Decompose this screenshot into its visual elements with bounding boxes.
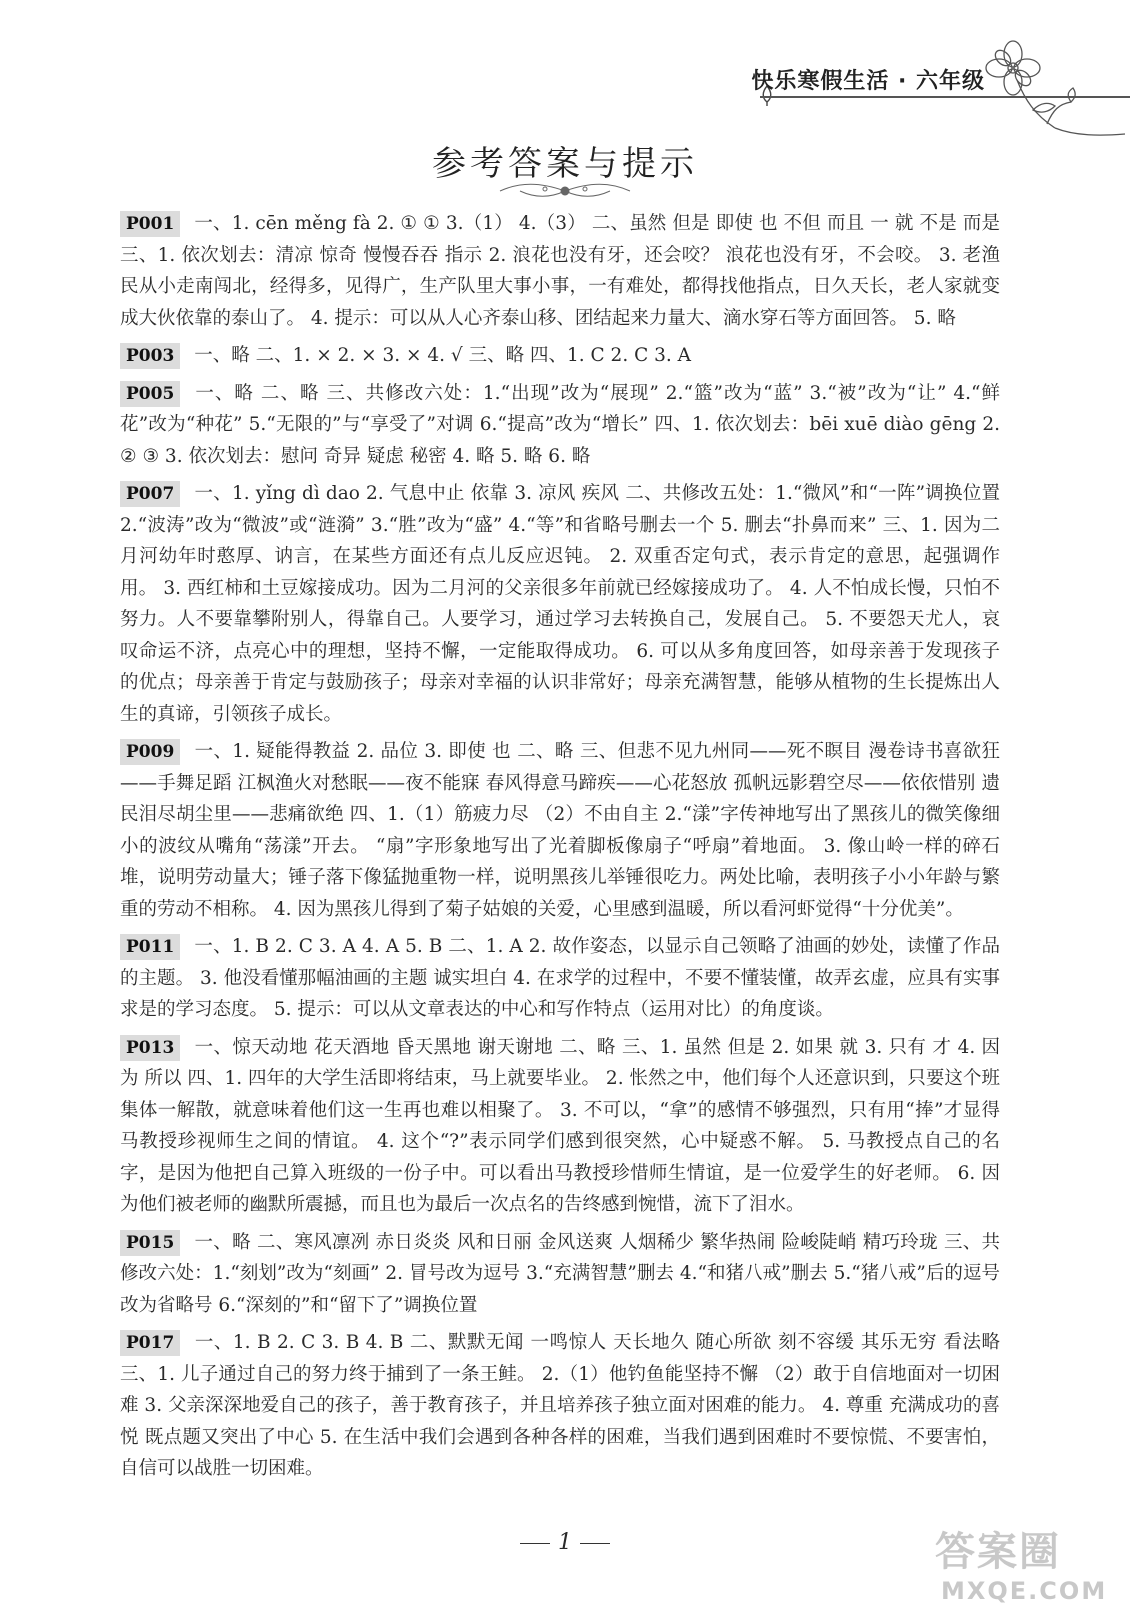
answer-text: 一、1. cēn měng fà 2. ① ① 3.（1） 4.（3） 二、虽然 但是 即使 也 不但 而且 一 就 不是 而是 三、1. 依次划去：清凉 惊奇 慢慢吞吞 指示 2. 浪花也没有牙，还会咬？ 浪花也没有牙，不会咬。 3. 老渔民从小走南闯北，经得多，见得广，生产队里大事小事，一有难处，都得找他指点，日久天长，老人家就变成大伙依靠的泰山了。 4. 提示：可以从人心齐泰山移、团结起来力量大、滴水穿石等方面回答。 5. 略 [120,213,1000,329]
answer-entry-p011 [120,931,1000,1026]
answer-entry-p001 [120,208,1000,334]
ornament-icon [490,180,640,202]
page-tag: P005 [120,381,180,407]
page-title: 参考答案与提示 [432,144,698,184]
page-header [0,0,1130,120]
header-title: 快乐寒假生活 · 六年级 [751,69,985,94]
page-tag: P009 [120,739,180,765]
answer-entry-p005 [120,378,1000,473]
answer-text: 一、1. B 2. C 3. A 4. A 5. B 二、1. A 2. 故作姿态，以显示自己领略了油画的妙处，读懂了作品的主题。 3. 他没看懂那幅油画的主题 诚实坦白 4. 在求学的过程中，不要不懂装懂，故弄玄虚，应具有实事求是的学习态度。 5. 提示：可以从文章表达的中心和写作特点（运用对比）的角度谈。 [120,936,1000,1020]
answer-entry-p013 [120,1032,1000,1221]
watermark-url: MXQE.COM [941,1577,1108,1605]
answer-text: 一、略 二、略 三、共修改六处：1.“出现”改为“展现” 2.“篮”改为“蓝” 3.“被”改为“让” 4.“鲜花”改为“种花” 5.“无限的”与“享受了”对调 6.“提高”改为“增长” 四、1. 依次划去：bēi xuē diào gēng 2. ② ③ 3. 依次划去：慰问 奇异 疑虑 秘密 4. 略 5. 略 6. 略 [120,382,1000,467]
page-number: 1 [558,1530,572,1555]
page-tag: P011 [120,934,180,960]
answer-list [120,208,1000,1491]
footer-dash [520,1543,550,1544]
page-tag: P017 [120,1330,180,1356]
answer-text: 一、略 二、寒风凛冽 赤日炎炎 风和日丽 金风送爽 人烟稀少 繁华热闹 险峻陡峭 精巧玲珑 三、共修改六处：1.“刻划”改为“刻画” 2. 冒号改为逗号 3.“充满智慧”删去 4.“和猪八戒”删去 5.“猪八戒”后的逗号改为省略号 6.“深刻的”和“留下了”调换位置 [120,1231,1000,1316]
page-tag: P007 [120,481,180,507]
answer-text: 一、惊天动地 花天酒地 昏天黑地 谢天谢地 二、略 三、1. 虽然 但是 2. 如果 就 3. 只有 才 4. 因为 所以 四、1. 四年的大学生活即将结束，马上就要毕业。 2. 怅然之中，他们每个人还意识到，只要这个班集体一解散，就意味着他们这一生再也难以相聚了。 3. 不可以，“拿”的感情不够强烈，只有用“捧”才显得马教授珍视师生之间的情谊。 4. 这个“?”表示同学们感到很突然，心中疑惑不解。 5. 马教授点自己的名字，是因为他把自己算入班级的一份子中。可以看出马教授珍惜师生情谊，是一位爱学生的好老师。 6. 因为他们被老师的幽默所震撼，而且也为最后一次点名的告终感到惋惜，流下了泪水。 [120,1036,1000,1215]
answer-entry-p003 [120,340,1000,372]
answer-entry-p009 [120,736,1000,925]
answer-entry-p007 [120,478,1000,730]
page-tag: P003 [120,343,180,369]
answer-text: 一、1. 疑能得教益 2. 品位 3. 即使 也 二、略 三、但悲不见九州同——死不瞑目 漫卷诗书喜欲狂——手舞足蹈 江枫渔火对愁眠——夜不能寐 春风得意马蹄疾——心花怒放 孤帆远影碧空尽——依依惜别 遗民泪尽胡尘里——悲痛欲绝 四、1.（1）筋疲力尽 （2）不由自主 2.“漾”字传神地写出了黑孩儿的微笑像细小的波纹从嘴角“荡漾”开去。 “扇”字形象地写出了光着脚板像扇子“呼扇”着地面。 3. 像山岭一样的碎石堆，说明劳动量大；锤子落下像猛抛重物一样，说明黑孩儿举锤很吃力。两处比喻，表明孩子小小年龄与繁重的劳动不相称。 4. 因为黑孩儿得到了菊子姑娘的关爱，心里感到温暖，所以看河虾觉得“十分优美”。 [120,741,1000,920]
answer-text: 一、略 二、1. × 2. × 3. × 4. √ 三、略 四、1. C 2. C 3. A [194,345,692,366]
answer-entry-p017 [120,1327,1000,1485]
answer-text: 一、1. B 2. C 3. B 4. B 二、默默无闻 一鸣惊人 天长地久 随心所欲 刻不容缓 其乐无穷 看法略 三、1. 儿子通过自己的努力终于捕到了一条王鲑。 2.（1）他钓鱼能坚持不懈 （2）敢于自信地面对一切困难 3. 父亲深深地爱自己的孩子，善于教育孩子，并且培养孩子独立面对困难的能力。 4. 尊重 充满成功的喜悦 既点题又突出了中心 5. 在生活中我们会遇到各种各样的困难，当我们遇到困难时不要惊慌、不要害怕，自信可以战胜一切困难。 [120,1332,1000,1479]
flower-icon [975,40,1125,140]
footer-dash [580,1543,610,1544]
watermark [935,1520,1107,1605]
page-tag: P015 [120,1230,180,1256]
answer-text: 一、1. yǐng dì dao 2. 气息中止 依靠 3. 凉风 疾风 二、共修改五处：1.“微风”和“一阵”调换位置 2.“波涛”改为“微波”或“涟漪” 3.“胜”改为“盛” 4.“等”和省略号删去一个 5. 删去“扑鼻而来” 三、1. 因为二月河幼年时憨厚、讷言，在某些方面还有点儿反应迟钝。 2. 双重否定句式，表示肯定的意思，起强调作用。 3. 西红柿和土豆嫁接成功。因为二月河的父亲很多年前就已经嫁接成功了。 4. 人不怕成长慢，只怕不努力。人不要靠攀附别人，得靠自己。人要学习，通过学习去转换自己，发展自己。 5. 不要怨天尤人，哀叹命运不济，点亮心中的理想，坚持不懈，一定能取得成功。 6. 可以从多角度回答，如母亲善于发现孩子的优点；母亲善于肯定与鼓励孩子；母亲对幸福的认识非常好；母亲充满智慧，能够从植物的生长提炼出人生的真谛，引领孩子成长。 [120,483,1000,725]
page-tag: P013 [120,1035,180,1061]
answer-entry-p015 [120,1227,1000,1322]
page-tag: P001 [120,211,180,237]
watermark-logo: 答案圈 [935,1529,1061,1575]
